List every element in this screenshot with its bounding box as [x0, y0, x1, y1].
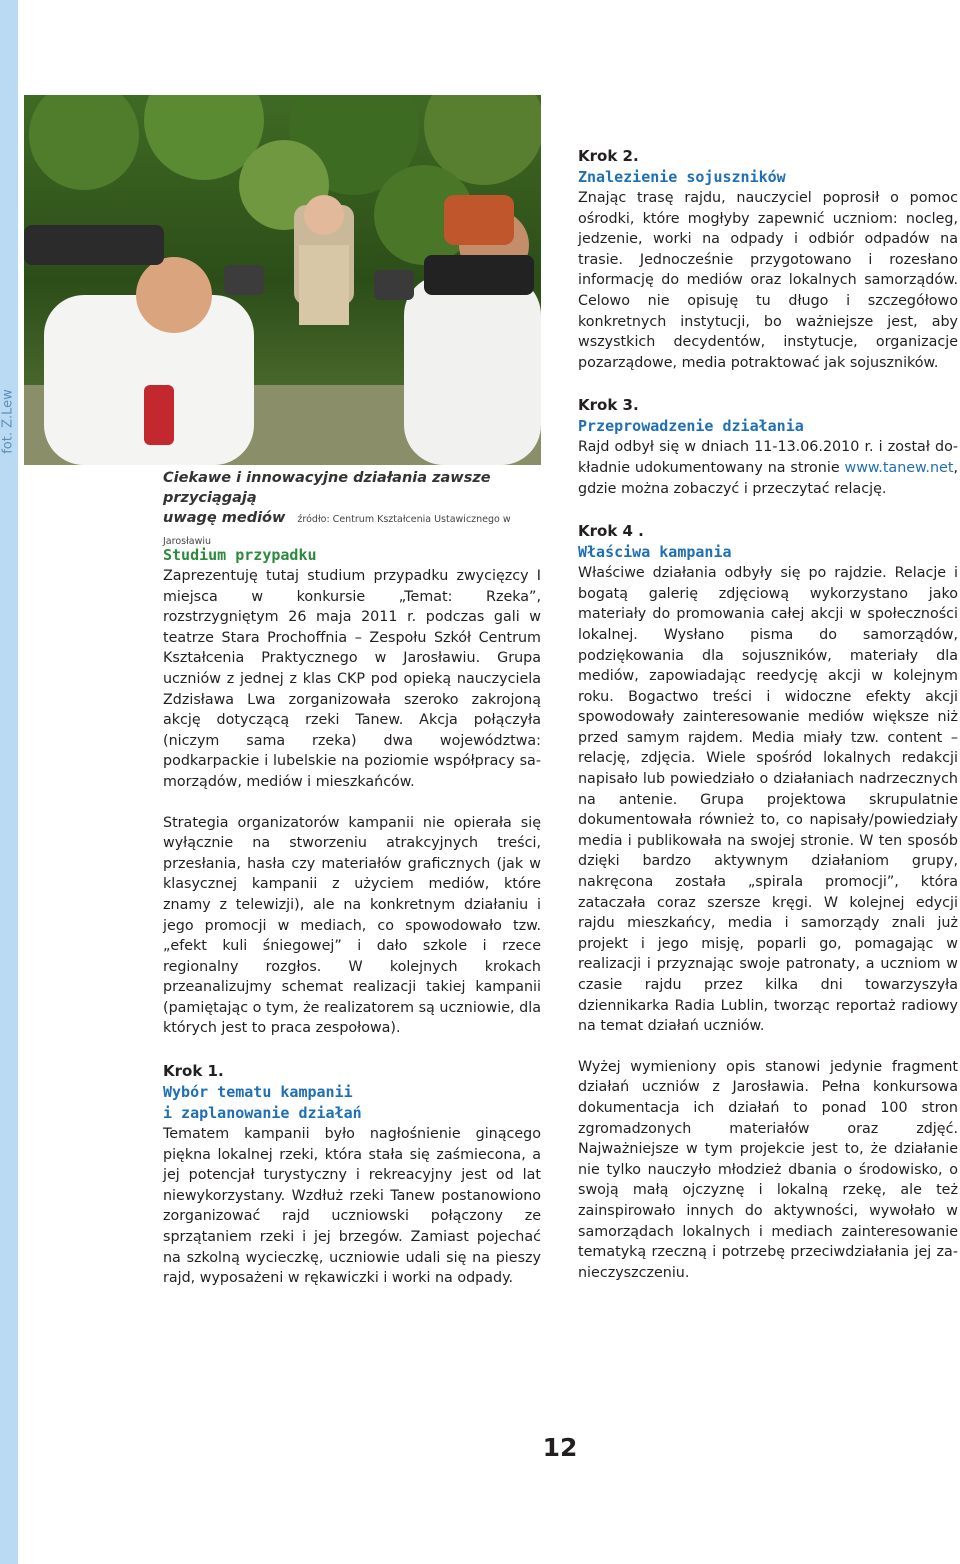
- step3-title: Przeprowadzenie działania: [578, 417, 804, 436]
- step4-title: Właściwa kampania: [578, 543, 732, 562]
- step1-text: Tematem kampanii było nagłośnienie ginącego piękna lokalnej rzeki, która stała się zaśmiecona, a jej potencjał turystyczny i rekreacyjny jest od lat niewykorzystany. Wzdłuż rzeki Tanew postanowiono zorganizować rajd uczniowski połączony ze sprzątaniem rzeki i jej brzegów. Zamiast pojechać na szkolną wycieczkę, uczniowie udali się na pieszy rajd, wyposażeni w rękawiczki i worki na odpady.: [163, 1126, 541, 1287]
- photo-credit-text: fot. Z.Lew: [0, 389, 16, 454]
- step1-label: Krok 1.: [163, 1062, 224, 1081]
- step1-title-line-1: Wybór tematu kampanii: [163, 1083, 353, 1102]
- photo-caption: [163, 468, 541, 552]
- step2-text: Znając trasę rajdu, nauczyciel poprosił o pomoc ośrodki, które mogłyby zapewnić uczniom: nocleg, jedzenie, worki na odpady i odbiór odpadów na trasie. Jednocześnie przygotowano i rozesłano informację do mediów oraz lokalnych samorządów. Celowo nie opisuję tu długo i szczegółowo konkretnych instytucji, bo ważniejsze jest, aby wszystkich decydentów, instytucje, organizacje pozarządowe, media potraktować jak sojuszników.: [578, 190, 958, 371]
- caption-line-2-text: uwagę mediów: [163, 510, 286, 526]
- step4-text: Właściwe działania odbyły się po rajdzie. Relacje i bogatą galerię zdjęciową wykorzystano jako materiały do promowania całej akcji w społeczności lokalnej. Wysłano pisma do samorządów, podziękowania dla sojuszników, materiały dla mediów, zapowiadając reedycję akcji w kolejnym roku. Bogactwo treści i widoczne efekty akcji spowodowały zainteresowanie mediów większe niż przed samym rajdem. Media miały tzw. content – relację, zdjęcia. Wiele spośród lokalnych redakcji napisało lub powiedziało o działaniach nadrzecznych na antenie. Grupa projektowa skrupulatnie dokumentowała również to, co napisały/powiedziały media i publikowała na swojej stronie. W ten sposób dzięki bardzo aktywnym działaniom grupy, nakręcona została „spirala promocji”, która zataczała coraz szersze kręgi. W kolejnej edycji rajdu mieszkańcy, media i samorządy znali już projekt i jego misję, poparli go, pomagając w realizacji i przyznając swoje patronaty, a uczniom w czasie rajdu przez kilka dni towarzyszyła dziennikarka Radia Lublin, tworząc reportaż radiowy na temat działań uczniów.: [578, 565, 958, 1035]
- case-study-heading: Studium przypadku: [163, 546, 317, 564]
- step4-label: Krok 4 .: [578, 522, 644, 541]
- step3-label: Krok 3.: [578, 396, 639, 415]
- case-study-paragraph-1: Zaprezentuję tutaj studium przypadku zwycięzcy I miejsca w konkursie „Temat: Rzeka”, rozstrzygniętym 26 maja 2011 r. podczas gali w teatrze Stara Prochoffnia – Zespołu Szkół Centrum Kształcenia Praktycznego w Jarosławiu. Grupa uczniów z jednej z klas CKP pod opieką nauczyciela Zdzisława Lwa zorganizowała szeroko zakrojoną akcję dotyczącą rzeki Tanew. Akcja połączyła (niczym sama rzeka) dwa województwa: podkarpackie i lubelskie na poziomie współpracy samorządów, mediów i mieszkańców.: [163, 568, 541, 790]
- step2-title: Znalezienie sojuszników: [578, 168, 786, 186]
- caption-source: źródło: Centrum Kształcenia Ustawicznego w Jarosławiu: [163, 514, 511, 547]
- tanew-link[interactable]: www.tanew.net: [844, 459, 954, 476]
- step3-text-after: , gdzie można zobaczyć i przeczytać relację.: [578, 459, 958, 497]
- step3-text-before: Rajd odbył się w dniach 11-13.06.2010 r. i został dokładnie udokumentowany na stronie: [578, 439, 958, 476]
- step2-label: Krok 2.: [578, 147, 639, 165]
- photo-illustration: [24, 95, 541, 465]
- closing-paragraph: Wyżej wymieniony opis stanowi jedynie fragment działań uczniów z Jarosławia. Pełna konkursowa dokumentacja ich działań to ponad 100 stron zgromadzonych materiałów oraz zdjęć. Najważniejsze w tym projekcie jest to, że działanie nie tylko nauczyło młodzież dbania o środowisko, o swoją małą ojczyznę i lokalną rzekę, ale też zainspirowało innych do aktywności, wywołało w samorządach lokalnych i mediach zainteresowanie tematyką rzeczną i potrzebę przeciwdziałania jej zanieczyszczeniu.: [578, 1058, 958, 1281]
- page-number: 12: [542, 1433, 578, 1462]
- step1-title-line-2: i zaplanowanie działań: [163, 1104, 362, 1123]
- sidebar-strip: [0, 0, 18, 1564]
- step3-text: [578, 437, 958, 499]
- left-column: [163, 545, 541, 1289]
- press-photo: [24, 95, 541, 465]
- right-column: [578, 146, 958, 1283]
- photo-credit: [0, 384, 18, 464]
- case-study-paragraph-2: Strategia organizatorów kampanii nie opierała się wyłącznie na stworzeniu atrakcyjnych treści, przesłania, hasła czy materiałów graficznych (jak w klasycznej kampanii z użyciem mediów, które znamy z telewizji), ale na konkretnym działaniu i jego promocji w mediach, co spowodowało tzw. „efekt kuli śniegowej” i dało szkole i rzece regionalny rozgłos. W kolejnych krokach przeanalizujmy schemat realizacji takiej kampanii (pamiętając o tym, że realizatorem są uczniowie, dla których jest to praca zespołowa).: [163, 814, 541, 1037]
- caption-line-1: Ciekawe i innowacyjne działania zawsze przyciągają: [163, 470, 491, 506]
